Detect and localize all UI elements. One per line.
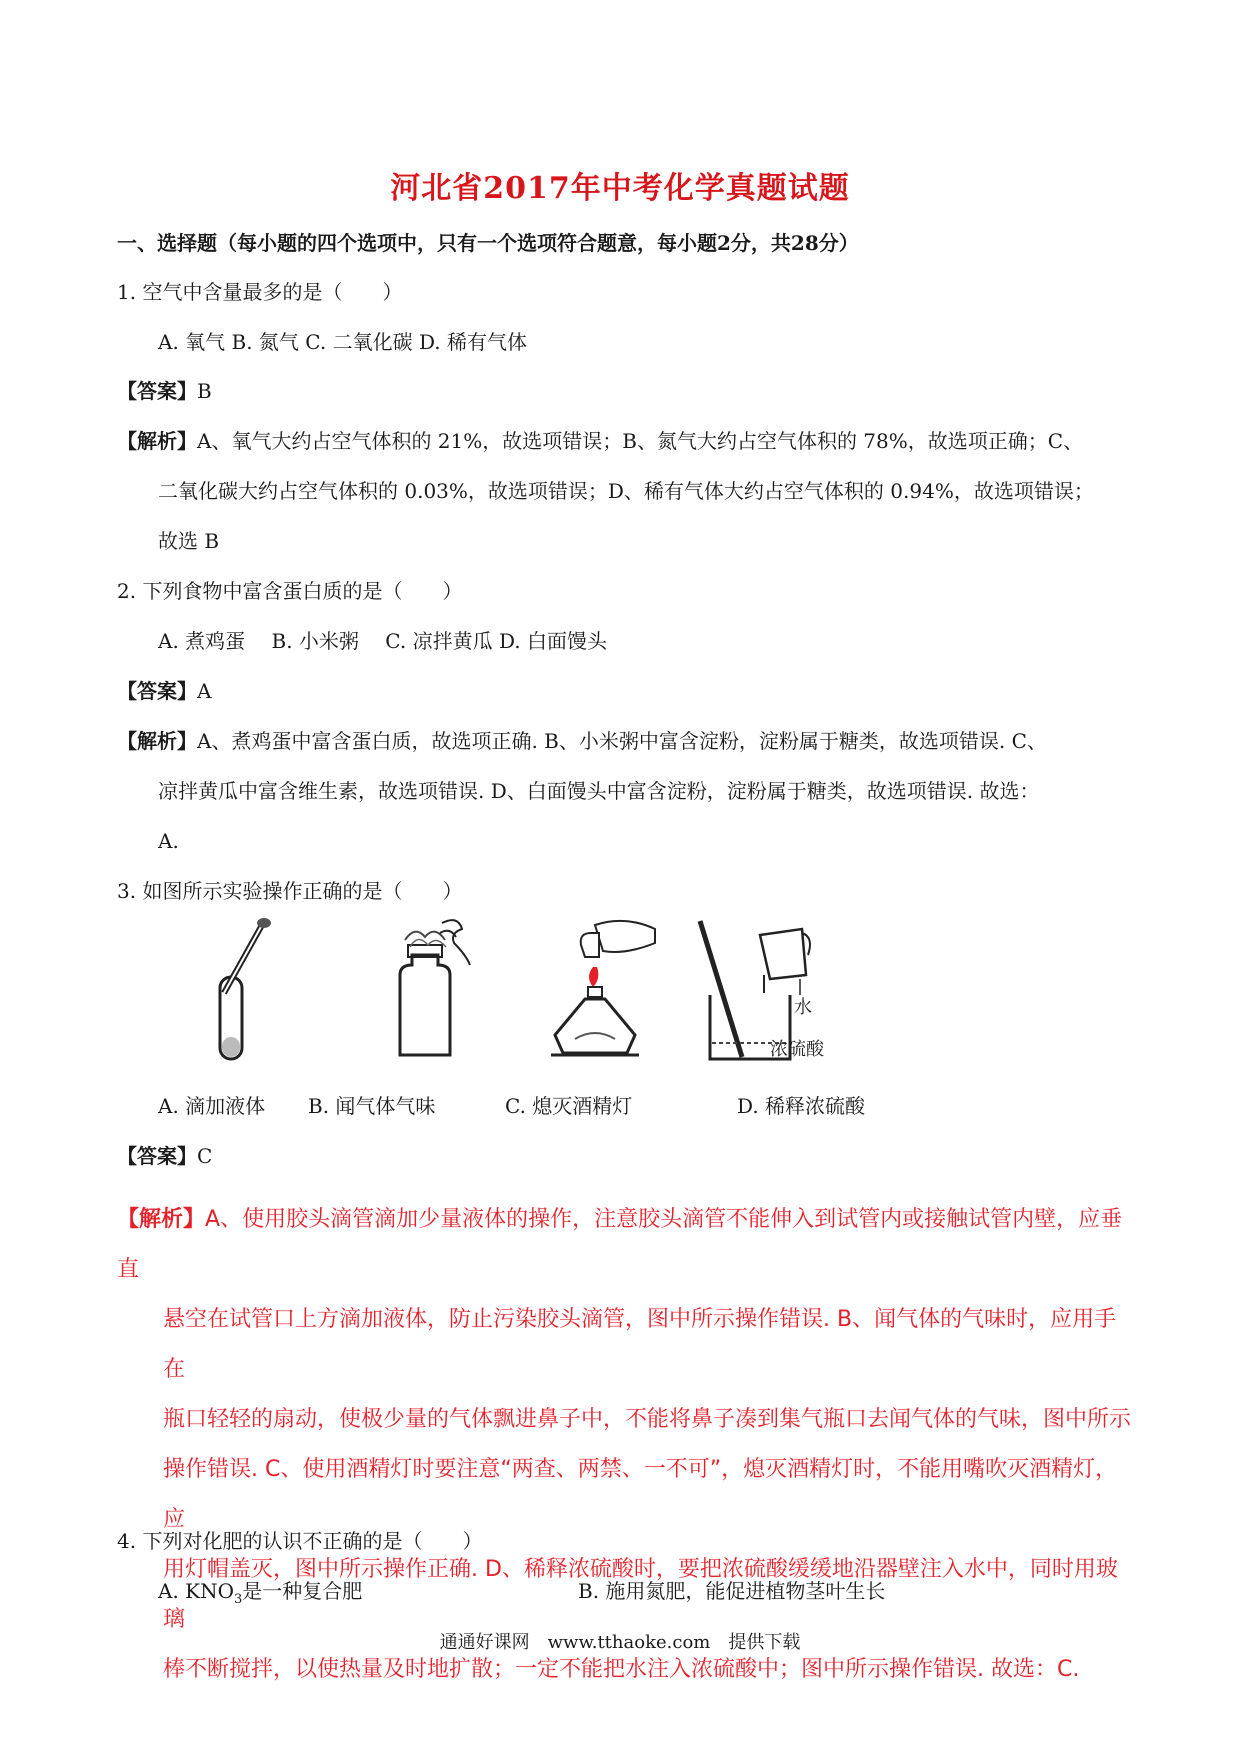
q2-options: A. 煮鸡蛋 B. 小米粥 C. 凉拌黄瓜 D. 白面馒头 [158, 629, 607, 653]
q3-option-c: C. 熄灭酒精灯 [505, 1094, 633, 1118]
q3-option-a: A. 滴加液体 [158, 1094, 266, 1118]
q2-answer-key: 【答案】 [117, 679, 197, 703]
q3-figures [190, 915, 950, 1065]
q1-answer-key: 【答案】 [117, 379, 197, 403]
q3-explanation [117, 1195, 1137, 1695]
q4-option-a-sub: 3 [234, 1592, 243, 1607]
q3-stem: 3. 如图所示实验操作正确的是（ ） [117, 879, 463, 903]
q1-answer [117, 376, 212, 406]
q2-explanation-line-1 [117, 726, 1047, 756]
section-heading: 一、选择题（每小题的四个选项中，只有一个选项符合题意，每小题2分，共28分） [117, 231, 859, 255]
fig-label-acid: 浓硫酸 [770, 1039, 824, 1060]
q1-expl-key: 【解析】 [117, 429, 197, 453]
q4-option-a-suffix: 是一种复合肥 [242, 1579, 363, 1603]
q3-option-b: B. 闻气体气味 [308, 1094, 436, 1118]
q3-answer-key: 【答案】 [117, 1144, 197, 1168]
page-title: 河北省2017年中考化学真题试题 [390, 171, 850, 206]
q3-expl-text-6: 棒不断搅拌，以使热量及时地扩散；一定不能把水注入浓硫酸中；图中所示操作错误. 故选：C. [163, 1657, 1080, 1682]
q1-explanation-line-2: 二氧化碳大约占空气体积的 0.03%，故选项错误；D、稀有气体大约占空气体积的 0.94%，故选项错误； [158, 479, 1094, 503]
q1-expl-text-1: A、氧气大约占空气体积的 21%，故选项错误；B、氮气大约占空气体积的 78%，故选项正确；C、 [197, 429, 1084, 453]
alcohol-lamp-figure [545, 915, 675, 1065]
fig-label-water: 水 [794, 997, 812, 1018]
q1-answer-value: B [197, 379, 212, 403]
q4-option-a [158, 1576, 362, 1615]
q3-expl-text-3: 瓶口轻轻的扇动，使极少量的气体飘进鼻子中，不能将鼻子凑到集气瓶口去闻气体的气味，图中所示 [163, 1407, 1132, 1432]
q2-expl-key: 【解析】 [117, 729, 197, 753]
q3-answer [117, 1141, 212, 1171]
q4-option-b: B. 施用氮肥，能促进植物茎叶生长 [578, 1579, 886, 1603]
q1-stem: 1. 空气中含量最多的是（ ） [117, 280, 403, 304]
q1-explanation-line-3: 故选 B [158, 529, 220, 553]
q3-expl-text-1: A、使用胶头滴管滴加少量液体的操作，注意胶头滴管不能伸入到试管内或接触试管内壁，应垂直 [117, 1207, 1123, 1282]
gas-bottle-figure [380, 915, 480, 1065]
q3-expl-key: 【解析】 [117, 1207, 206, 1232]
q3-expl-text-4: 操作错误. C、使用酒精灯时要注意“两查、两禁、一不可”，熄灭酒精灯时，不能用嘴吹灭酒精灯，应 [163, 1457, 1118, 1532]
q4-option-a-prefix: A. KNO [158, 1579, 234, 1603]
q3-answer-value: C [197, 1144, 213, 1168]
q1-explanation-line-1 [117, 426, 1083, 456]
page-footer: 通通好课网 www.tthaoke.com 提供下载 [439, 1632, 801, 1653]
q3-expl-text-5: 用灯帽盖灭，图中所示操作正确. D、稀释浓硫酸时，要把浓硫酸缓缓地沿器壁注入水中，同时用玻璃 [163, 1557, 1118, 1632]
q2-stem: 2. 下列食物中富含蛋白质的是（ ） [117, 579, 463, 603]
q3-option-d: D. 稀释浓硫酸 [737, 1094, 866, 1118]
q2-answer-value: A [197, 679, 212, 703]
q1-options: A. 氧气 B. 氮气 C. 二氧化碳 D. 稀有气体 [158, 330, 527, 354]
q2-expl-text-1: A、煮鸡蛋中富含蛋白质，故选项正确. B、小米粥中富含淀粉，淀粉属于糖类，故选项错误. C、 [197, 729, 1047, 753]
q3-expl-text-2: 悬空在试管口上方滴加液体，防止污染胶头滴管，图中所示操作错误. B、闻气体的气味时，应用手在 [163, 1307, 1117, 1382]
dilution-figure [690, 915, 840, 1065]
q2-explanation-line-3: A. [158, 829, 179, 853]
q2-explanation-line-2: 凉拌黄瓜中富含维生素，故选项错误. D、白面馒头中富含淀粉，淀粉属于糖类，故选项错误. 故选： [158, 779, 1040, 803]
dropper-test-tube-figure [210, 915, 280, 1065]
q2-answer [117, 676, 211, 706]
q4-stem: 4. 下列对化肥的认识不正确的是（ ） [117, 1529, 483, 1553]
